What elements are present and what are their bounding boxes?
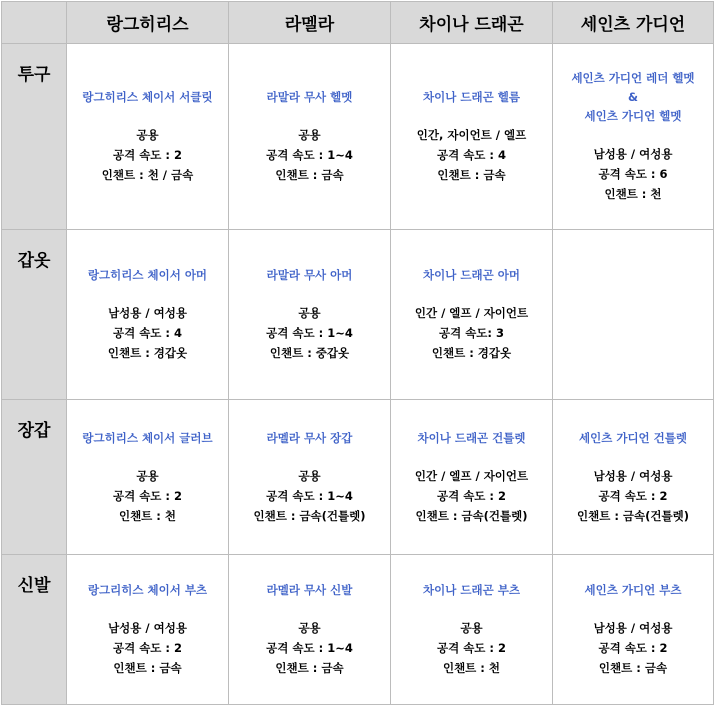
- item-name: 랑그히리스 체이서 아머: [87, 268, 208, 282]
- item-detail: 공격 속도 : 2: [436, 488, 507, 503]
- item-detail: 인챈트 : 금속(건틀렛): [415, 508, 528, 523]
- item-detail: 인챈트 : 경갑옷: [107, 346, 188, 360]
- item-cell: [229, 44, 391, 230]
- item-cell: [229, 230, 391, 400]
- table-row: [2, 555, 714, 705]
- item-detail: 공격 속도 : 2: [112, 148, 183, 162]
- item-block: [553, 429, 713, 526]
- item-block: [67, 581, 228, 678]
- item-detail: 공격 속도 : 1~4: [266, 641, 353, 655]
- item-block: [67, 88, 228, 185]
- item-detail: 인챈트 : 천: [442, 661, 501, 675]
- item-detail: 남성용 / 여성용: [108, 306, 187, 320]
- item-name: 세인츠 가디언 레더 헬멧: [571, 71, 695, 85]
- item-name: 차이나 드래곤 아머: [423, 268, 520, 282]
- item-name: 라멜라 무사 장갑: [266, 430, 353, 445]
- item-detail: 인챈트 : 경갑옷: [431, 346, 512, 360]
- item-detail: 인챈트 : 천: [118, 508, 177, 523]
- item-detail: 인간 / 엘프 / 자이언트: [414, 468, 529, 483]
- item-cell: [553, 230, 714, 400]
- header-row: [2, 2, 714, 44]
- table-row: [2, 400, 714, 555]
- item-detail: 인챈트 : 금속: [598, 661, 668, 675]
- column-header: 세인츠 가디언: [553, 2, 714, 44]
- item-cell: [391, 555, 553, 705]
- item-cell: [553, 555, 714, 705]
- item-name-separator: &: [627, 90, 639, 104]
- item-detail: 공용: [298, 128, 321, 142]
- item-detail: 공격 속도: 3: [438, 326, 505, 340]
- column-header: 차이나 드래곤: [391, 2, 553, 44]
- item-block: [229, 581, 390, 678]
- row-header: 신발: [2, 555, 67, 705]
- item-block: [229, 88, 390, 185]
- item-detail: 공용: [298, 468, 321, 483]
- column-header: 라멜라: [229, 2, 391, 44]
- item-detail: 인챈트 : 금속(건틀렛): [577, 508, 689, 523]
- item-detail: 인챈트 : 금속: [437, 168, 506, 182]
- item-name: 랑그히리스 체이서 서클릿: [82, 90, 213, 104]
- item-detail: 공용: [460, 621, 483, 635]
- item-block: [391, 88, 552, 185]
- item-name: 차이나 드래곤 건틀렛: [417, 430, 526, 445]
- item-block: [391, 266, 552, 363]
- item-detail: 인챈트 : 천 / 금속: [101, 168, 194, 182]
- item-cell: [67, 555, 229, 705]
- item-block: [553, 69, 713, 204]
- row-header: 장갑: [2, 400, 67, 555]
- item-detail: 공격 속도 : 4: [112, 326, 183, 340]
- item-cell: [67, 44, 229, 230]
- item-name: 라말라 무사 아머: [266, 268, 353, 282]
- item-detail: 남성용 / 여성용: [593, 468, 673, 483]
- item-detail: 인간, 자이언트 / 엘프: [416, 128, 527, 142]
- item-detail: 인챈트 : 금속: [275, 661, 344, 675]
- item-name: 세인츠 가디언 부츠: [584, 583, 682, 597]
- item-detail: 인챈트 : 천: [604, 187, 662, 201]
- item-detail: 공용: [298, 306, 321, 320]
- item-cell: [391, 400, 553, 555]
- item-detail: 공격 속도 : 2: [112, 488, 183, 503]
- item-detail: 남성용 / 여성용: [108, 621, 187, 635]
- row-header: 투구: [2, 44, 67, 230]
- corner-cell: [2, 2, 67, 44]
- item-detail: 인간 / 엘프 / 자이언트: [414, 306, 529, 320]
- item-detail: 공용: [136, 128, 159, 142]
- column-header: 랑그히리스: [67, 2, 229, 44]
- item-detail: 공격 속도 : 1~4: [266, 148, 353, 162]
- equipment-table: [1, 1, 714, 705]
- item-name: 세인츠 가디언 건틀렛: [579, 430, 687, 445]
- row-header: 갑옷: [2, 230, 67, 400]
- item-detail: 공격 속도 : 6: [598, 167, 668, 181]
- item-detail: 공격 속도 : 2: [112, 641, 183, 655]
- item-detail: 공격 속도 : 2: [436, 641, 507, 655]
- item-cell: [391, 230, 553, 400]
- item-name: 랑그히리스 체이서 글러브: [82, 430, 213, 445]
- item-detail: 남성용 / 여성용: [593, 621, 673, 635]
- item-cell: [67, 230, 229, 400]
- item-detail: 공격 속도 : 1~4: [266, 326, 353, 340]
- item-name: 차이나 드래곤 부츠: [423, 583, 520, 597]
- item-detail: 인챈트 : 중갑옷: [269, 346, 350, 360]
- item-detail: 남성용 / 여성용: [593, 147, 673, 161]
- item-name: 차이나 드래곤 헬름: [423, 90, 520, 104]
- item-cell: [229, 555, 391, 705]
- item-cell: [553, 400, 714, 555]
- item-block: [229, 429, 390, 526]
- item-detail: 공격 속도 : 2: [598, 488, 668, 503]
- item-cell: [67, 400, 229, 555]
- item-detail: 공격 속도 : 1~4: [266, 488, 353, 503]
- item-block: [553, 581, 713, 678]
- item-detail: 공용: [136, 468, 159, 483]
- item-detail: 인챈트 : 금속: [113, 661, 182, 675]
- item-detail: 공격 속도 : 2: [598, 641, 668, 655]
- item-detail: 공격 속도 : 4: [436, 148, 507, 162]
- item-cell: [553, 44, 714, 230]
- item-name: 랑그리히스 체이서 부츠: [87, 583, 208, 597]
- table-row: [2, 230, 714, 400]
- item-block: [391, 429, 552, 526]
- item-name: 라멜라 무사 신발: [266, 583, 353, 597]
- item-cell: [391, 44, 553, 230]
- item-name: 세인츠 가디언 헬멧: [584, 109, 682, 123]
- item-block: [229, 266, 390, 363]
- item-detail: 공용: [298, 621, 321, 635]
- item-cell: [229, 400, 391, 555]
- item-detail: 인챈트 : 금속: [275, 168, 344, 182]
- item-block: [391, 581, 552, 678]
- item-name: 라말라 무사 헬멧: [266, 90, 353, 104]
- table-row: [2, 44, 714, 230]
- item-detail: 인챈트 : 금속(건틀렛): [253, 508, 366, 523]
- item-block: [67, 266, 228, 363]
- item-block: [67, 429, 228, 526]
